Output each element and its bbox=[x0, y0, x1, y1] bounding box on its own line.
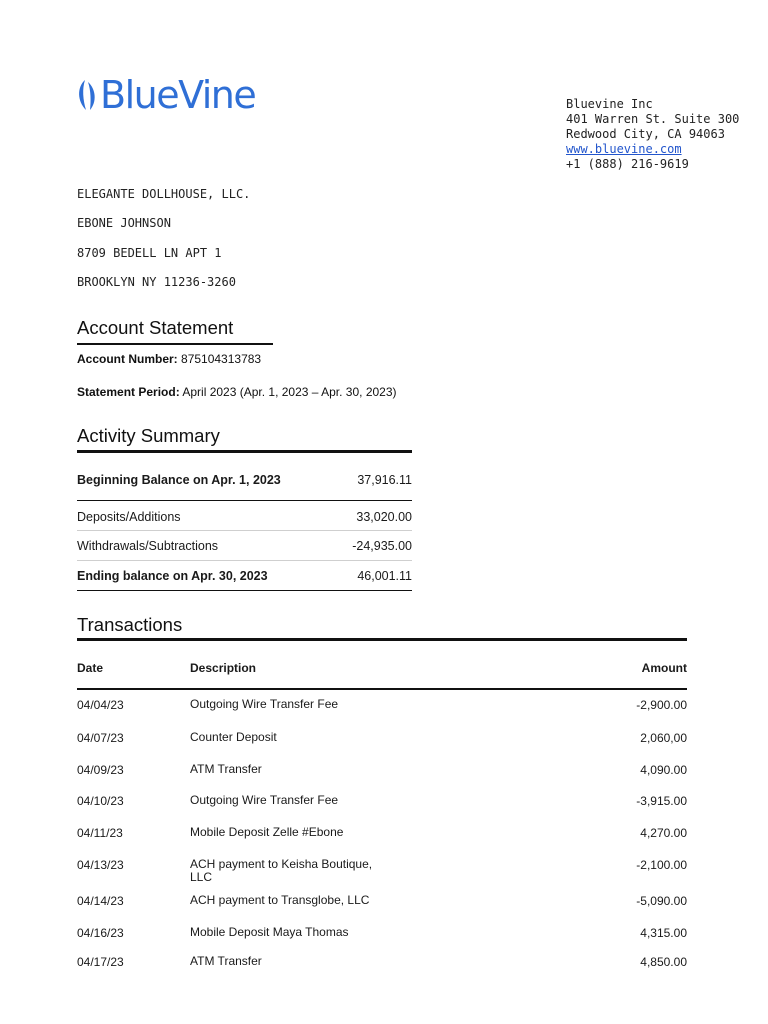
company-street: 401 Warren St. Suite 300 bbox=[566, 112, 740, 126]
summary-label: Withdrawals/Subtractions bbox=[77, 538, 219, 553]
company-name: Bluevine Inc bbox=[566, 97, 653, 111]
statement-period-label: Statement Period: bbox=[77, 385, 180, 399]
customer-city: BROOKLYN NY 11236-3260 bbox=[77, 275, 236, 289]
summary-bottom-rule bbox=[77, 590, 412, 591]
transaction-date: 04/09/23 bbox=[77, 763, 124, 777]
column-header-amount: Amount bbox=[641, 661, 687, 675]
transaction-date: 04/04/23 bbox=[77, 698, 124, 712]
summary-label: Beginning Balance on Apr. 1, 2023 bbox=[77, 472, 281, 487]
statement-period-line bbox=[77, 385, 397, 399]
transaction-description: Mobile Deposit Zelle #Ebone bbox=[190, 825, 344, 839]
transaction-date: 04/07/23 bbox=[77, 731, 124, 745]
transaction-description: ACH payment to Transglobe, LLC bbox=[190, 893, 370, 907]
customer-business: ELEGANTE DOLLHOUSE, LLC. bbox=[77, 187, 251, 201]
transactions-rule bbox=[77, 638, 687, 641]
company-phone: +1 (888) 216-9619 bbox=[566, 157, 689, 171]
summary-label: Ending balance on Apr. 30, 2023 bbox=[77, 568, 268, 583]
summary-value: 46,001.11 bbox=[357, 568, 412, 583]
transaction-description: Outgoing Wire Transfer Fee bbox=[190, 793, 339, 807]
company-city: Redwood City, CA 94063 bbox=[566, 127, 725, 141]
summary-value: 33,020.00 bbox=[356, 509, 412, 524]
transaction-amount: -5,090.00 bbox=[636, 894, 687, 908]
summary-divider bbox=[77, 500, 412, 501]
transaction-amount: 4,315.00 bbox=[640, 926, 687, 940]
account-number-line bbox=[77, 352, 261, 366]
statement-title: Account Statement bbox=[77, 317, 234, 338]
account-number-label: Account Number: bbox=[77, 352, 178, 366]
transaction-description: ATM Transfer bbox=[190, 954, 262, 968]
transactions-title: Transactions bbox=[77, 614, 183, 635]
customer-street: 8709 BEDELL LN APT 1 bbox=[77, 246, 222, 260]
transaction-date: 04/10/23 bbox=[77, 794, 124, 808]
account-number-value: 875104313783 bbox=[181, 352, 262, 366]
transaction-amount: 4,850.00 bbox=[640, 955, 687, 969]
customer-name: EBONE JOHNSON bbox=[77, 216, 171, 230]
transaction-date: 04/11/23 bbox=[77, 826, 123, 840]
transaction-amount: -3,915.00 bbox=[636, 794, 687, 808]
activity-summary-title: Activity Summary bbox=[77, 425, 220, 446]
transaction-description: Outgoing Wire Transfer Fee bbox=[190, 697, 339, 711]
transaction-date: 04/16/23 bbox=[77, 926, 124, 940]
transaction-amount: -2,900.00 bbox=[636, 698, 687, 712]
summary-label: Deposits/Additions bbox=[77, 509, 181, 524]
transaction-amount: 2,060,00 bbox=[640, 731, 687, 745]
transactions-header-rule bbox=[77, 688, 687, 690]
transaction-date: 04/17/23 bbox=[77, 955, 124, 969]
statement-period-value: April 2023 (Apr. 1, 2023 – Apr. 30, 2023) bbox=[182, 385, 397, 399]
transaction-description: ACH payment to Keisha Boutique, LLC bbox=[190, 857, 373, 884]
summary-row-deposits bbox=[77, 502, 412, 531]
summary-row-beginning bbox=[77, 465, 412, 494]
transaction-description: ATM Transfer bbox=[190, 762, 262, 776]
transaction-amount: 4,090.00 bbox=[640, 763, 687, 777]
logo-wordmark: BlueVine bbox=[100, 73, 256, 117]
transaction-description: Counter Deposit bbox=[190, 730, 277, 744]
column-header-date: Date bbox=[77, 661, 104, 675]
transaction-date: 04/14/23 bbox=[77, 894, 124, 908]
bluevine-logo bbox=[76, 72, 255, 118]
summary-row-withdrawals bbox=[77, 531, 412, 560]
company-website-link[interactable]: www.bluevine.com bbox=[566, 142, 682, 156]
activity-summary-rule bbox=[77, 450, 412, 453]
transaction-description: Mobile Deposit Maya Thomas bbox=[190, 925, 349, 939]
transaction-amount: -2,100.00 bbox=[636, 858, 687, 872]
summary-value: 37,916.11 bbox=[357, 472, 412, 487]
transaction-date: 04/13/23 bbox=[77, 858, 124, 872]
summary-row-ending bbox=[77, 561, 412, 590]
statement-title-rule bbox=[77, 343, 273, 345]
summary-value: -24,935.00 bbox=[352, 538, 412, 553]
column-header-description: Description bbox=[190, 661, 257, 675]
leaf-icon bbox=[76, 77, 98, 113]
company-address bbox=[566, 97, 739, 172]
transaction-amount: 4,270.00 bbox=[640, 826, 687, 840]
